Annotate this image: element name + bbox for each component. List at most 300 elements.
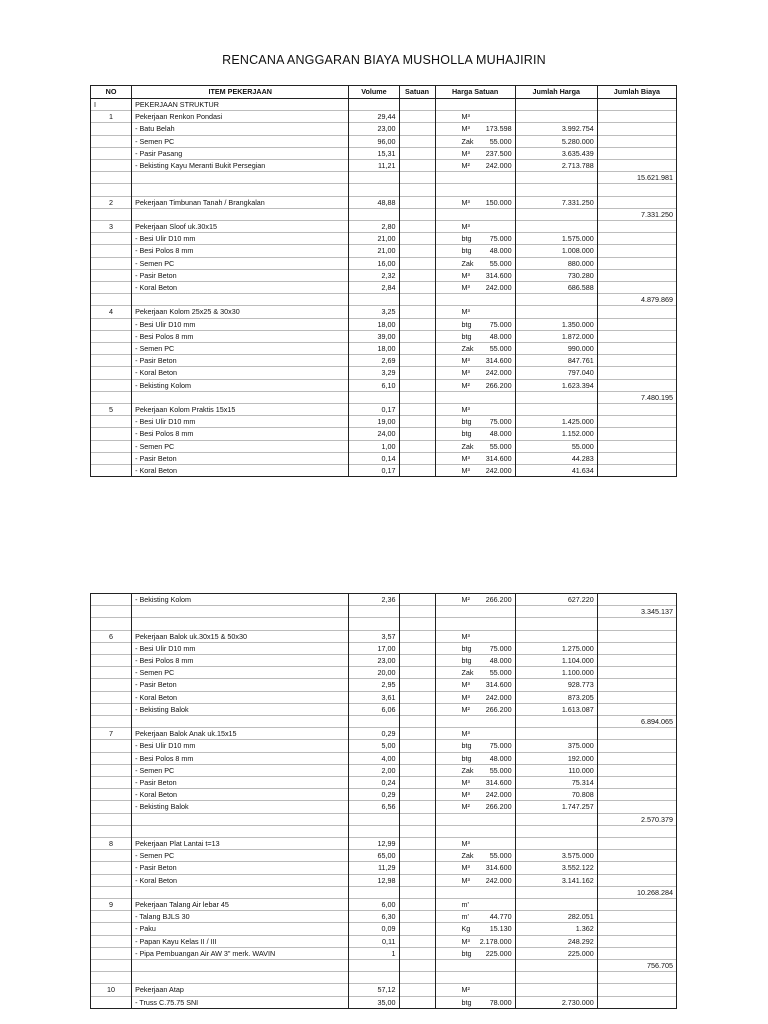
cell-harga-satuan: 44.770 [435, 911, 515, 923]
cell-no [91, 318, 132, 330]
cell-volume: 2,36 [349, 594, 399, 606]
cell-jumlah-biaya [597, 404, 676, 416]
cell-no [91, 245, 132, 257]
cell-jumlah-biaya [597, 874, 676, 886]
cell-jumlah-biaya [597, 911, 676, 923]
cell-harga-satuan: 75.000 [435, 740, 515, 752]
cell-no [91, 594, 132, 606]
table-row [91, 679, 677, 691]
cell-jumlah-biaya [597, 777, 676, 789]
cell-no: 3 [91, 221, 132, 233]
cell-volume: 11,21 [349, 160, 399, 172]
cell-no [91, 269, 132, 281]
cell-jumlah-biaya [597, 184, 676, 196]
cell-jumlah-harga: 1.104.000 [515, 655, 597, 667]
cell-jumlah-harga: 1.872.000 [515, 330, 597, 342]
cell-no: 5 [91, 404, 132, 416]
cell-no [91, 911, 132, 923]
cell-harga-satuan [435, 172, 515, 184]
cell-jumlah-biaya [597, 245, 676, 257]
cell-jumlah-biaya [597, 825, 676, 837]
cell-harga-satuan [435, 838, 515, 850]
cell-jumlah-harga: 1.425.000 [515, 416, 597, 428]
cell-item: - Pasir Beton [132, 452, 349, 464]
cell-volume: 0,14 [349, 452, 399, 464]
cell-jumlah-harga [515, 728, 597, 740]
cell-harga-satuan: 55.000 [435, 764, 515, 776]
cell-no [91, 184, 132, 196]
cell-satuan: btg [399, 245, 435, 257]
cell-item: - Semen PC [132, 440, 349, 452]
cell-volume: 96,00 [349, 135, 399, 147]
cell-item: - Besi Polos 8 mm [132, 752, 349, 764]
cell-harga-satuan [435, 618, 515, 630]
cell-jumlah-harga: 1.350.000 [515, 318, 597, 330]
cell-jumlah-biaya [597, 764, 676, 776]
cell-volume: 0,29 [349, 728, 399, 740]
cell-item: - Pasir Beton [132, 355, 349, 367]
cell-jumlah-harga: 928.773 [515, 679, 597, 691]
cell-item: Pekerjaan Plat Lantai t=13 [132, 838, 349, 850]
cell-satuan: btg [399, 416, 435, 428]
cell-no [91, 679, 132, 691]
cell-harga-satuan [435, 208, 515, 220]
cell-harga-satuan: 48.000 [435, 245, 515, 257]
table-row [91, 813, 677, 825]
cell-item: - Koral Beton [132, 691, 349, 703]
cell-no [91, 294, 132, 306]
table-row [91, 440, 677, 452]
cell-satuan: Zak [399, 343, 435, 355]
cell-harga-satuan: 55.000 [435, 135, 515, 147]
cell-jumlah-harga: 1.152.000 [515, 428, 597, 440]
cell-no: 2 [91, 196, 132, 208]
cell-item [132, 618, 349, 630]
document-title: RENCANA ANGGARAN BIAYA MUSHOLLA MUHAJIRIN [222, 53, 546, 67]
cell-harga-satuan: 314.600 [435, 862, 515, 874]
header-satuan: Satuan [399, 86, 435, 99]
cell-volume: 0,11 [349, 935, 399, 947]
cell-volume: 57,12 [349, 984, 399, 996]
cell-no [91, 172, 132, 184]
cell-item [132, 960, 349, 972]
cell-satuan [399, 294, 435, 306]
cell-volume: 11,29 [349, 862, 399, 874]
cell-harga-satuan: 314.600 [435, 355, 515, 367]
table-row [91, 630, 677, 642]
cell-harga-satuan [435, 630, 515, 642]
cell-satuan: M³ [399, 691, 435, 703]
cell-jumlah-harga [515, 172, 597, 184]
cell-volume: 2,00 [349, 764, 399, 776]
cell-jumlah-biaya [597, 984, 676, 996]
cell-item: - Bekisting Kayu Meranti Bukit Persegian [132, 160, 349, 172]
cell-harga-satuan: 2.178.000 [435, 935, 515, 947]
cell-volume: 21,00 [349, 245, 399, 257]
cell-jumlah-biaya [597, 135, 676, 147]
cell-volume: 29,44 [349, 111, 399, 123]
cell-satuan: btg [399, 752, 435, 764]
cell-item: - Papan Kayu Kelas II / III [132, 935, 349, 947]
table-row [91, 789, 677, 801]
cell-item: - Koral Beton [132, 789, 349, 801]
cell-jumlah-biaya [597, 99, 676, 111]
cell-jumlah-biaya: 7.480.195 [597, 391, 676, 403]
cell-item: - Batu Belah [132, 123, 349, 135]
cell-item: Pekerjaan Atap [132, 984, 349, 996]
cell-jumlah-harga: 1.008.000 [515, 245, 597, 257]
cell-jumlah-biaya: 2.570.379 [597, 813, 676, 825]
cell-jumlah-harga: 1.362 [515, 923, 597, 935]
cell-harga-satuan [435, 184, 515, 196]
cell-satuan: Zak [399, 667, 435, 679]
cell-satuan: M³ [399, 630, 435, 642]
cell-satuan: M³ [399, 679, 435, 691]
table-row [91, 972, 677, 984]
budget-table-page-2 [90, 593, 677, 1009]
cell-no [91, 703, 132, 715]
cell-harga-satuan: 48.000 [435, 428, 515, 440]
table-row [91, 147, 677, 159]
cell-harga-satuan [435, 391, 515, 403]
cell-item [132, 184, 349, 196]
cell-volume: 1,00 [349, 440, 399, 452]
cell-satuan: M³ [399, 282, 435, 294]
cell-no [91, 947, 132, 959]
cell-satuan: Zak [399, 764, 435, 776]
cell-satuan: M² [399, 703, 435, 715]
cell-volume: 6,06 [349, 703, 399, 715]
cell-jumlah-biaya [597, 343, 676, 355]
cell-harga-satuan: 55.000 [435, 343, 515, 355]
cell-volume: 18,00 [349, 343, 399, 355]
cell-harga-satuan [435, 972, 515, 984]
cell-jumlah-harga: 282.051 [515, 911, 597, 923]
cell-harga-satuan [435, 99, 515, 111]
table-row [91, 850, 677, 862]
cell-no: 6 [91, 630, 132, 642]
cell-no [91, 642, 132, 654]
cell-satuan [399, 184, 435, 196]
cell-jumlah-harga: 192.000 [515, 752, 597, 764]
cell-volume [349, 99, 399, 111]
cell-jumlah-harga: 3.141.162 [515, 874, 597, 886]
cell-item [132, 208, 349, 220]
cell-volume: 2,69 [349, 355, 399, 367]
cell-item [132, 813, 349, 825]
cell-volume [349, 184, 399, 196]
cell-volume: 3,61 [349, 691, 399, 703]
cell-no [91, 428, 132, 440]
cell-jumlah-biaya [597, 257, 676, 269]
table-row [91, 984, 677, 996]
table-row [91, 428, 677, 440]
table-row [91, 935, 677, 947]
cell-item: - Truss C.75.75 SNI [132, 996, 349, 1008]
cell-satuan: btg [399, 428, 435, 440]
cell-satuan: M³ [399, 789, 435, 801]
cell-jumlah-biaya [597, 728, 676, 740]
cell-jumlah-harga [515, 899, 597, 911]
cell-jumlah-harga: 1.613.087 [515, 703, 597, 715]
cell-volume: 3,57 [349, 630, 399, 642]
cell-harga-satuan [435, 716, 515, 728]
cell-jumlah-biaya [597, 269, 676, 281]
cell-jumlah-biaya [597, 838, 676, 850]
cell-jumlah-biaya [597, 655, 676, 667]
cell-jumlah-harga [515, 618, 597, 630]
cell-harga-satuan [435, 111, 515, 123]
cell-jumlah-biaya [597, 428, 676, 440]
cell-item: - Pipa Pembuangan Air AW 3" merk. WAVIN [132, 947, 349, 959]
cell-jumlah-biaya [597, 111, 676, 123]
cell-item: - Pasir Beton [132, 862, 349, 874]
cell-jumlah-harga [515, 825, 597, 837]
cell-jumlah-biaya [597, 452, 676, 464]
cell-harga-satuan: 314.600 [435, 679, 515, 691]
cell-jumlah-biaya [597, 740, 676, 752]
cell-jumlah-harga [515, 606, 597, 618]
table-row [91, 740, 677, 752]
cell-item [132, 716, 349, 728]
cell-no: 10 [91, 984, 132, 996]
cell-item [132, 172, 349, 184]
cell-no: 9 [91, 899, 132, 911]
cell-jumlah-harga: 44.283 [515, 452, 597, 464]
cell-satuan [399, 208, 435, 220]
table-row [91, 764, 677, 776]
table-row [91, 465, 677, 477]
cell-no [91, 135, 132, 147]
table-row [91, 221, 677, 233]
cell-jumlah-biaya [597, 306, 676, 318]
cell-jumlah-biaya [597, 465, 676, 477]
cell-satuan: btg [399, 318, 435, 330]
cell-harga-satuan: 266.200 [435, 379, 515, 391]
cell-satuan: btg [399, 740, 435, 752]
cell-harga-satuan [435, 813, 515, 825]
table-row [91, 172, 677, 184]
cell-satuan: m' [399, 899, 435, 911]
cell-no [91, 874, 132, 886]
cell-item: - Besi Polos 8 mm [132, 330, 349, 342]
cell-jumlah-biaya [597, 282, 676, 294]
cell-no [91, 618, 132, 630]
cell-item: - Pasir Pasang [132, 147, 349, 159]
cell-harga-satuan: 266.200 [435, 594, 515, 606]
cell-jumlah-biaya [597, 667, 676, 679]
cell-jumlah-biaya [597, 594, 676, 606]
table-row [91, 947, 677, 959]
cell-jumlah-biaya [597, 123, 676, 135]
cell-harga-satuan: 48.000 [435, 330, 515, 342]
cell-harga-satuan: 242.000 [435, 691, 515, 703]
cell-satuan [399, 618, 435, 630]
cell-jumlah-harga [515, 221, 597, 233]
cell-item: Pekerjaan Balok uk.30x15 & 50x30 [132, 630, 349, 642]
table-row [91, 996, 677, 1008]
cell-satuan: M² [399, 594, 435, 606]
cell-harga-satuan: 314.600 [435, 452, 515, 464]
table-row [91, 752, 677, 764]
cell-harga-satuan: 225.000 [435, 947, 515, 959]
table-row [91, 801, 677, 813]
cell-harga-satuan: 242.000 [435, 874, 515, 886]
cell-jumlah-harga: 990.000 [515, 343, 597, 355]
cell-item: - Semen PC [132, 135, 349, 147]
cell-item: Pekerjaan Timbunan Tanah / Brangkalan [132, 196, 349, 208]
cell-jumlah-harga: 1.575.000 [515, 233, 597, 245]
cell-jumlah-harga: 627.220 [515, 594, 597, 606]
cell-jumlah-biaya [597, 440, 676, 452]
header-jumlah-biaya: Jumlah Biaya [597, 86, 676, 99]
cell-jumlah-harga [515, 838, 597, 850]
cell-no [91, 923, 132, 935]
cell-jumlah-biaya [597, 379, 676, 391]
cell-jumlah-biaya [597, 642, 676, 654]
cell-volume: 6,30 [349, 911, 399, 923]
header-harga-satuan: Harga Satuan [435, 86, 515, 99]
cell-volume: 23,00 [349, 655, 399, 667]
cell-satuan: Zak [399, 440, 435, 452]
cell-jumlah-harga: 110.000 [515, 764, 597, 776]
cell-item: - Besi Polos 8 mm [132, 428, 349, 440]
cell-jumlah-harga: 70.808 [515, 789, 597, 801]
cell-volume: 24,00 [349, 428, 399, 440]
cell-volume: 0,17 [349, 465, 399, 477]
cell-jumlah-harga: 880.000 [515, 257, 597, 269]
cell-jumlah-biaya [597, 196, 676, 208]
cell-volume: 35,00 [349, 996, 399, 1008]
cell-volume: 0,24 [349, 777, 399, 789]
cell-jumlah-harga [515, 984, 597, 996]
header-no: NO [91, 86, 132, 99]
table-row [91, 257, 677, 269]
cell-satuan [399, 716, 435, 728]
cell-no [91, 935, 132, 947]
cell-jumlah-biaya [597, 801, 676, 813]
cell-item [132, 886, 349, 898]
cell-item: - Semen PC [132, 764, 349, 776]
cell-no [91, 813, 132, 825]
table-row [91, 184, 677, 196]
cell-satuan: btg [399, 996, 435, 1008]
cell-volume: 16,00 [349, 257, 399, 269]
cell-jumlah-harga: 2.713.788 [515, 160, 597, 172]
cell-harga-satuan: 75.000 [435, 416, 515, 428]
cell-no [91, 416, 132, 428]
cell-no [91, 667, 132, 679]
cell-volume: 18,00 [349, 318, 399, 330]
cell-harga-satuan: 150.000 [435, 196, 515, 208]
cell-item: Pekerjaan Balok Anak uk.15x15 [132, 728, 349, 740]
cell-jumlah-harga: 225.000 [515, 947, 597, 959]
table-row [91, 691, 677, 703]
cell-no [91, 655, 132, 667]
cell-item: - Semen PC [132, 667, 349, 679]
cell-harga-satuan: 314.600 [435, 777, 515, 789]
cell-jumlah-biaya [597, 318, 676, 330]
cell-volume: 3,29 [349, 367, 399, 379]
cell-jumlah-biaya [597, 147, 676, 159]
cell-harga-satuan: 48.000 [435, 655, 515, 667]
cell-no [91, 789, 132, 801]
cell-satuan: M³ [399, 874, 435, 886]
cell-jumlah-biaya [597, 416, 676, 428]
table-row [91, 716, 677, 728]
table-row [91, 838, 677, 850]
cell-satuan: M² [399, 801, 435, 813]
cell-jumlah-harga [515, 111, 597, 123]
cell-jumlah-harga: 797.040 [515, 367, 597, 379]
cell-item: - Pasir Beton [132, 777, 349, 789]
cell-no [91, 764, 132, 776]
cell-satuan: M³ [399, 777, 435, 789]
cell-jumlah-biaya [597, 691, 676, 703]
cell-jumlah-biaya: 10.268.284 [597, 886, 676, 898]
cell-jumlah-harga: 1.747.257 [515, 801, 597, 813]
cell-jumlah-biaya: 756.705 [597, 960, 676, 972]
cell-item: PEKERJAAN STRUKTUR [132, 99, 349, 111]
table-row [91, 269, 677, 281]
cell-satuan: M² [399, 984, 435, 996]
cell-volume: 39,00 [349, 330, 399, 342]
cell-volume [349, 391, 399, 403]
cell-satuan: M³ [399, 862, 435, 874]
cell-no: I [91, 99, 132, 111]
cell-harga-satuan [435, 294, 515, 306]
cell-volume: 3,25 [349, 306, 399, 318]
table-row [91, 960, 677, 972]
table-row [91, 330, 677, 342]
cell-item [132, 972, 349, 984]
cell-jumlah-biaya: 7.331.250 [597, 208, 676, 220]
cell-jumlah-biaya [597, 899, 676, 911]
cell-item: Pekerjaan Kolom 25x25 & 30x30 [132, 306, 349, 318]
cell-no [91, 850, 132, 862]
cell-jumlah-harga: 1.275.000 [515, 642, 597, 654]
cell-harga-satuan: 314.600 [435, 269, 515, 281]
table-row [91, 606, 677, 618]
cell-harga-satuan: 75.000 [435, 233, 515, 245]
cell-satuan [399, 813, 435, 825]
cell-satuan: Zak [399, 257, 435, 269]
cell-harga-satuan: 55.000 [435, 257, 515, 269]
cell-volume: 0,29 [349, 789, 399, 801]
cell-jumlah-biaya [597, 996, 676, 1008]
cell-no [91, 208, 132, 220]
table-row [91, 923, 677, 935]
cell-satuan: M³ [399, 123, 435, 135]
cell-harga-satuan: 75.000 [435, 642, 515, 654]
cell-jumlah-harga: 873.205 [515, 691, 597, 703]
cell-satuan: M³ [399, 111, 435, 123]
cell-volume: 6,00 [349, 899, 399, 911]
cell-volume: 6,56 [349, 801, 399, 813]
table-row [91, 367, 677, 379]
header-volume: Volume [349, 86, 399, 99]
table-row [91, 618, 677, 630]
cell-no [91, 825, 132, 837]
cell-volume: 17,00 [349, 642, 399, 654]
table-row [91, 99, 677, 111]
cell-harga-satuan: 266.200 [435, 801, 515, 813]
cell-satuan: M³ [399, 728, 435, 740]
table-row [91, 416, 677, 428]
cell-no [91, 343, 132, 355]
cell-harga-satuan [435, 606, 515, 618]
cell-jumlah-biaya [597, 752, 676, 764]
